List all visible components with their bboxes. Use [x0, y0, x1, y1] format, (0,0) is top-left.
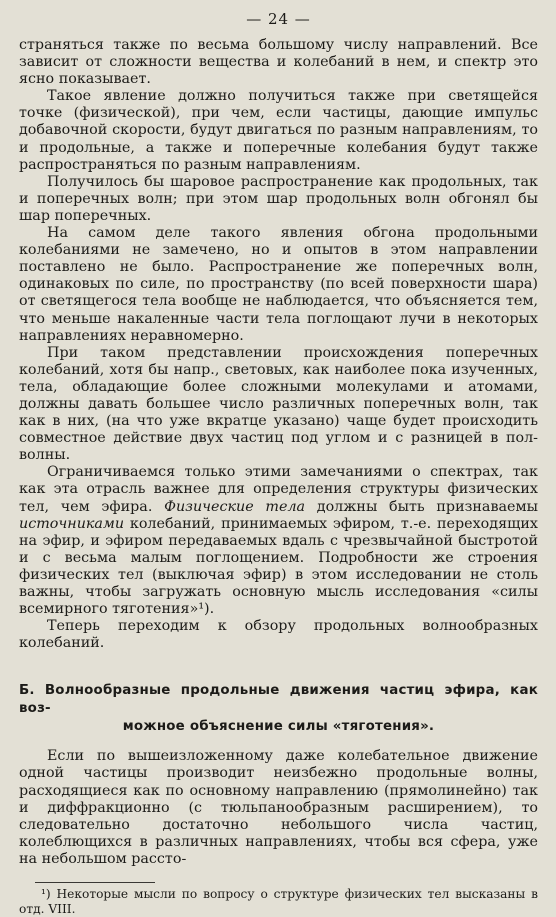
paragraph-1: страняться также по весьма большому числу направлений. Все зависит от сложности вещества и колебаний в нем, и спектр это ясно показывает. [19, 37, 538, 88]
section-heading [19, 682, 538, 736]
paragraph-6 [19, 464, 538, 618]
section-heading-line-1: Б. Волнообразные продольные движения частиц эфира, как воз- [19, 683, 538, 717]
paragraph-6-text-a: Ограничиваемся только этими замечаниями о спектрах, так как эта отрасль важнее для определения структуры физических тел, чем эфира. [19, 464, 538, 515]
paragraph-6-text-b: должны быть признаваемы [305, 498, 538, 515]
paragraph-4: На самом деле такого явления обгона продольными колебаниями не замечено, но и опытов в этом направлении поставлено не было. Распространение же поперечных волн, одинаковых по силе, по пространству (по всей поверхности шара) от светящегося тела вообще не наблюдается, что объясняется тем, что меньше накаленные части тела поглощают лучи в некоторых направлениях неравномерно. [19, 225, 538, 344]
paragraph-7: Теперь переходим к обзору продольных волнообразных колебаний. [19, 618, 538, 652]
paragraph-6-italic-b: источниками [19, 515, 125, 532]
section-heading-line-2: можное объяснение силы «тяготения». [122, 719, 435, 735]
paragraph-2: Такое явление должно получиться также при светящейся точке (физической), при чем, если частицы, дающие импульс добавочной скорости, будут двигаться по разным направлениям, то и продольные, а также и поперечные колебания будут также распространяться по разным направлениям. [19, 88, 538, 173]
paragraph-8: Если по вышеизложенному даже колебательное движение одной частицы производит неизбежно продольные волны, расходящиеся как по основному направлению (прямолинейно) так и диффракционно (с тюльпанообразным расширением), то следовательно достаточно небольшого числа частиц, колеблющихся в различных направлениях, чтобы вся сфера, уже на небольшом рассто- [19, 748, 538, 867]
page-number: — 24 — [246, 10, 311, 28]
paragraph-5: При таком представлении происхождения поперечных колебаний, хотя бы напр., световых, как наиболее пока изученных, тела, обладающие более сложными молекулами и атомами, должны давать большее число различных поперечных волн, так как в них, (на что уже вкратце указано) чаще будет происходить совместное действие двух частиц под углом и с разницей в пол-волны. [19, 344, 538, 464]
paragraph-6-italic-a: Физические тела [164, 498, 306, 515]
body-text-2 [19, 748, 538, 868]
footnote-ref: ¹). [198, 601, 215, 618]
paragraph-3: Получилось бы шаровое распространение как продольных, так и поперечных волн; при этом шар продольных волн обгонял бы шар поперечных. [19, 173, 538, 224]
body-text [19, 37, 538, 652]
footnote: ¹) Некоторые мысли по вопросу о структуре физических тел высказаны в отд. VIII. [19, 887, 538, 917]
footnote-divider [35, 882, 155, 883]
paragraph-6-text-c: колебаний, принимаемых эфиром, т.-е. переходящих на эфир, и эфиром передаваемых вдаль с чрезвычайной быстротой и с весьма малым поглощением. Подробности же строения физических тел (выключая эфир) в этом исследовании не столь важны, чтобы загружать основную мысль исследования «силы всемирного тяготения» [19, 515, 538, 618]
